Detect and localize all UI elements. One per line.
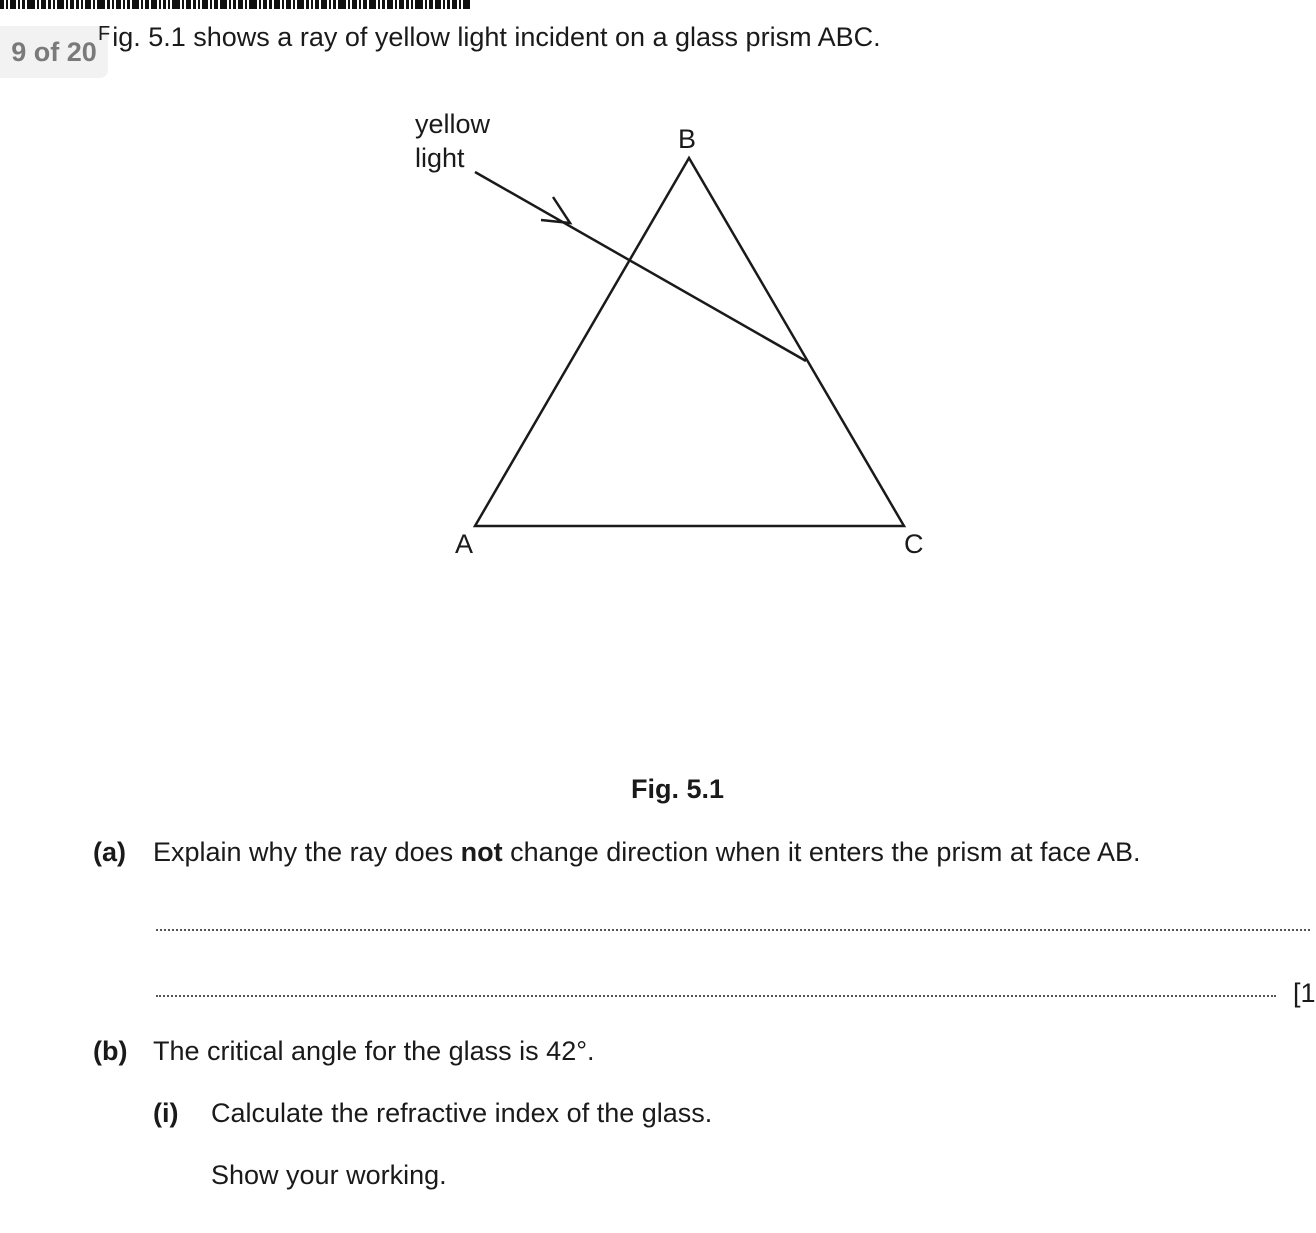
answer-line-2[interactable] xyxy=(156,995,1276,997)
answer-line-1[interactable] xyxy=(156,929,1310,931)
figure-caption: Fig. 5.1 xyxy=(631,774,725,804)
part-a-label: (a) xyxy=(93,837,126,867)
part-a-text-bold: not xyxy=(460,837,503,867)
part-b-i-text: Calculate the refractive index of the glass. xyxy=(211,1098,713,1128)
vertex-a-label: A xyxy=(455,529,474,559)
intro-prefix: F xyxy=(98,23,111,45)
part-a-text-end: change direction when it enters the prism at face AB. xyxy=(502,837,1141,867)
intro-text: ig. 5.1 shows a ray of yellow light incident on a glass prism ABC. xyxy=(112,22,881,52)
part-b-label: (b) xyxy=(93,1036,128,1066)
prism-triangle xyxy=(475,158,904,526)
page-indicator: 9 of 20 xyxy=(0,26,108,78)
part-a-text-start: Explain why the ray does xyxy=(153,837,461,867)
part-b-text: The critical angle for the glass is 42°. xyxy=(153,1036,595,1066)
vertex-c-label: C xyxy=(904,529,924,559)
ray-label-line2: light xyxy=(415,143,465,173)
light-ray xyxy=(475,172,806,361)
ray-label-line1: yellow xyxy=(415,109,491,139)
vertex-b-label: B xyxy=(678,124,697,154)
part-b-i-label: (i) xyxy=(153,1098,179,1128)
part-b-i-instruction: Show your working. xyxy=(211,1160,447,1190)
part-a-text xyxy=(153,837,1141,868)
part-a-marks: [1 xyxy=(1293,978,1316,1008)
